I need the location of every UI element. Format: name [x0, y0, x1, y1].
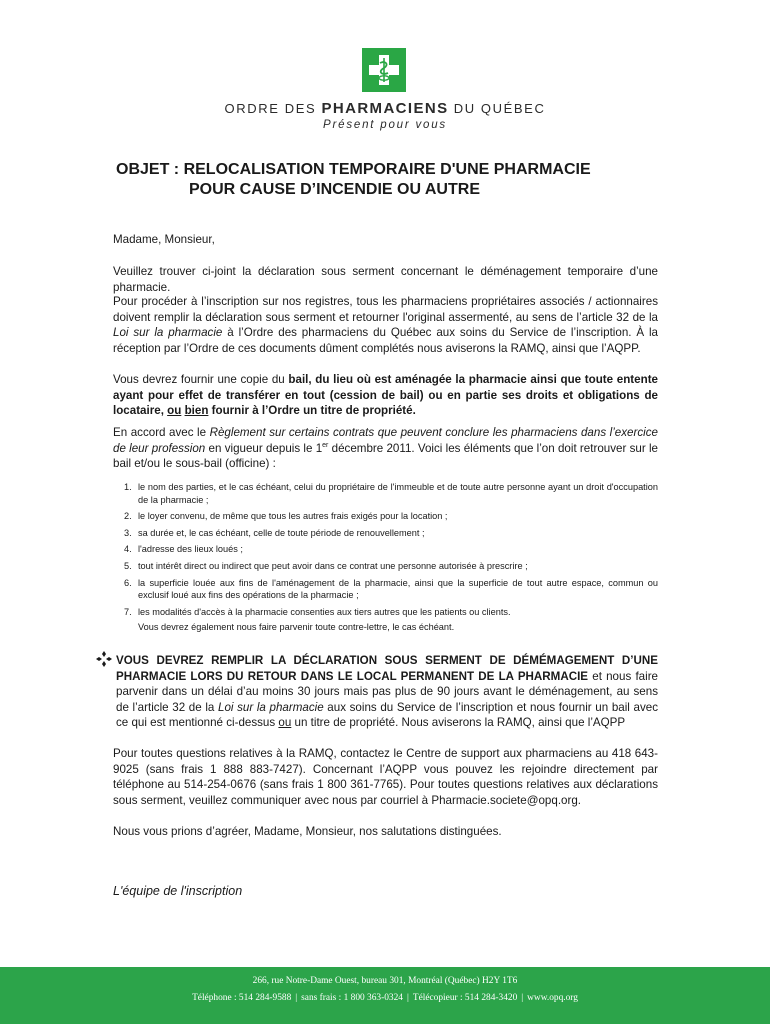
footer-separator: | [406, 993, 409, 1003]
paragraph-1-text: Veuillez trouver ci-joint la déclaration sous serment concernant le déménagement temporaire d’une pharmacie. [113, 265, 658, 294]
list-text: le loyer convenu, de même que tous les autres frais exigés pour la location ; [138, 511, 448, 522]
signature: L'équipe de l'inscription [113, 884, 243, 898]
footer-website-link[interactable]: www.opq.org [527, 993, 578, 1003]
p5-bold: VOUS DEVREZ REMPLIR LA DÉCLARATION SOUS SERMENT DE DÉMÉMAGEMENT D’UNE PHARMACIE LORS DU RETOUR DANS LE LOCAL PERMANENT DE LA PHARMACIE [116, 654, 658, 683]
p4-reg: Règlement sur certains contrats que peuvent conclure les pharmaciens dans l’exercice de leur profession [113, 426, 658, 455]
p3-bold1: bail, du lieu où est aménagée la pharmacie ainsi que toute entente ayant pour effet de transférer en tout (cession de bail) ou en partie ses droits et obligations de locataire, [113, 373, 658, 417]
p2-a: Pour procéder à l’inscription sur nos registres, tous les pharmaciens propriétaires associés / actionnaires doivent remplir la déclaration sous serment et retourner l'original assermenté, au sens de l’article 32 de la [113, 295, 658, 324]
list-text: l'adresse des lieux loués ; [138, 544, 243, 555]
p2-law: Loi sur la pharmacie [113, 326, 223, 339]
list-item [124, 606, 658, 619]
p3-bold2: fournir à l’Ordre un titre de propriété. [208, 404, 416, 417]
p5-c: un titre de propriété. Nous aviserons la RAMQ, ainsi que l’AQPP [291, 716, 626, 729]
p3-ou: ou [167, 404, 182, 417]
list-item [124, 481, 658, 506]
paragraph-6-text: Pour toutes questions relatives à la RAMQ, contactez le Centre de support aux pharmaciens au 418 643-9025 (sans frais 1 888 883-7427). Concernant l’AQPP vous pouvez les rejoindre directement par téléphone au 514-254-0676 (sans frais 1 800 361-7765). Pour toutes questions relatives aux déclarations sous serment, veuillez communiquer avec nous par courriel à Pharmacie.societe@opq.org. [113, 747, 658, 807]
footer-contacts [0, 993, 770, 1003]
list-num: 3. [124, 527, 132, 538]
list-num: 7. [124, 606, 132, 617]
closing-text: Nous vous prions d’agréer, Madame, Monsieur, nos salutations distinguées. [113, 825, 502, 838]
paragraph-1 [113, 264, 658, 295]
subject-line-2: POUR CAUSE D’INCENDIE OU AUTRE [189, 181, 480, 198]
footer-separator: | [295, 993, 298, 1003]
list-num: 5. [124, 560, 132, 571]
p4-a: En accord avec le [113, 426, 210, 439]
list-num: 6. [124, 577, 132, 588]
list-num: 1. [124, 482, 132, 492]
footer-tollfree: sans frais : 1 800 363-0324 [301, 993, 403, 1003]
p5-ou: ou [278, 716, 292, 729]
four-diamond-bullet-icon [96, 651, 112, 667]
brand-tagline: Présent pour vous [323, 119, 447, 131]
p5-law: Loi sur la pharmacie [218, 700, 324, 714]
p4-sup: er [322, 441, 329, 449]
paragraph-3 [113, 372, 658, 419]
paragraph-2 [113, 294, 658, 356]
list-item [124, 527, 658, 540]
p3-a: Vous devrez fournir une copie du [113, 373, 289, 386]
p4-b: en vigueur depuis le 1 [205, 441, 323, 455]
brand-suffix: DU QUÉBEC [448, 101, 546, 116]
list-item [124, 577, 658, 602]
salutation [113, 232, 658, 248]
list-text: les modalités d'accès à la pharmacie consenties aux tiers autres que les patients ou clients. [138, 606, 511, 617]
lease-elements-list [124, 481, 658, 634]
list-text: la superficie louée aux fins de l'aménagement de la pharmacie, ainsi que la superficie de tout autre espace, commun ou exclusif loué aux fins des opérations de la pharmacie ; [138, 577, 658, 601]
list-text: sa durée et, le cas échéant, celle de toute période de renouvellement ; [138, 527, 425, 538]
p5-a: et nous faire parvenir dans un délai d’au moins 30 jours mais pas plus de 90 jours avant le déménagement, au sens de l’article 32 de la [116, 669, 659, 714]
paragraph-5 [116, 653, 658, 731]
list-text: le nom des parties, et le cas échéant, celui du propriétaire de l'immeuble et de toute autre personne ayant un droit d'occupation de la pharmacie ; [138, 482, 658, 505]
brand-name [0, 100, 770, 117]
paragraph-4 [113, 425, 658, 472]
list-item [124, 560, 658, 573]
list-num: 2. [124, 511, 132, 522]
footer-address: 266, rue Notre-Dame Ouest, bureau 301, Montréal (Québec) H2Y 1T6 [252, 976, 518, 986]
subject-line-1: OBJET : RELOCALISATION TEMPORAIRE D'UNE PHARMACIE [116, 161, 591, 178]
closing [113, 824, 658, 840]
letter-subject [116, 160, 676, 200]
footer-fax: Télécopieur : 514 284-3420 [412, 993, 518, 1003]
brand-bold: PHARMACIENS [321, 100, 449, 117]
list-item [124, 543, 658, 556]
p4-c: décembre 2011. Voici les éléments que l’on doit retrouver sur le bail et/ou le sous-bail (officine) : [113, 441, 658, 470]
brand-prefix: ORDRE DES [224, 101, 322, 116]
pharmacy-cross-icon [362, 48, 406, 92]
list-note: Vous devrez également nous faire parvenir toute contre-lettre, le cas échéant. [138, 622, 455, 633]
list-text: tout intérêt direct ou indirect que peut avoir dans ce contrat une personne autorisée à prescrire ; [138, 560, 528, 571]
footer-phone: Téléphone : 514 284-9588 [192, 993, 292, 1003]
list-item [124, 510, 658, 523]
p3-bien: bien [184, 404, 209, 417]
p2-b: à l’Ordre des pharmaciens du Québec aux soins du Service de l’inscription. À la réception par l’Ordre de ces documents dûment complétés nous aviserons la RAMQ, ainsi que l’AQPP. [113, 326, 658, 355]
footer [0, 967, 770, 1024]
salutation-text: Madame, Monsieur, [113, 233, 215, 246]
footer-separator: | [521, 993, 524, 1003]
p5-b: aux soins du Service de l’inscription et nous fournir un bail avec ce qui est mentionné ci-dessus [116, 700, 658, 729]
paragraph-6 [113, 746, 658, 808]
opq-logo [362, 48, 406, 92]
list-num: 4. [124, 544, 132, 555]
